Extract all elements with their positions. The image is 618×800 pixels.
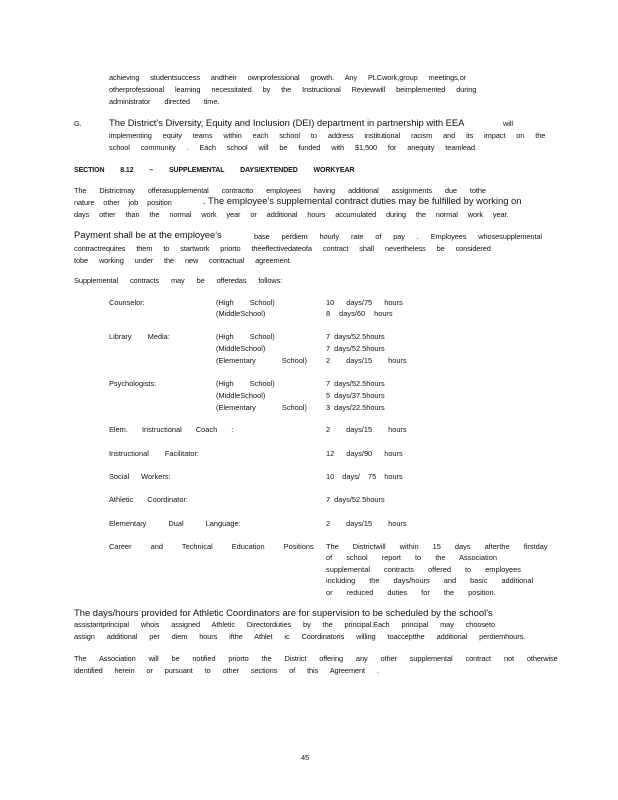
contract-amount: 7 days/52.5hours [326, 344, 385, 353]
contract-level: (High School) [216, 298, 275, 307]
contract-role: Social Workers: [109, 472, 171, 481]
contract-role: Instructional Facilitator: [109, 449, 199, 458]
contract-amount: 7 days/52.5hours [326, 332, 385, 341]
contract-level: (Elementary School) [216, 356, 307, 365]
contract-amount: The Districtwill within 15 days afterthe firstday [326, 542, 548, 551]
contract-amount: 5 days/37.5hours [326, 391, 385, 400]
paragraph-line: otherprofessional learning necessitated by the Instructional Reviewwill beimplemented during [109, 85, 477, 94]
contract-amount: 7 days/52.5hours [326, 495, 385, 504]
paragraph-line: achieving studentsuccess andtheir ownprofessional growth. Any PLCwork,group meetings,or [109, 73, 467, 82]
contract-level: (MiddleSchool) [216, 344, 266, 353]
contract-amount: 8 days/60 hours [326, 309, 393, 318]
contract-amount: 12 days/90 hours [326, 449, 403, 458]
contract-role: Library Media: [109, 332, 170, 341]
contract-amount: of school report to the Association [326, 553, 497, 562]
contract-amount: 2 days/15 hours [326, 519, 407, 528]
paragraph-line: assign additional per diem hours ifthe Athlet ic Coordinatoris willing toacceptthe additional perdiemhours. [74, 632, 526, 641]
paragraph-line: will [503, 119, 513, 128]
contract-amount: 3 days/22.5hours [326, 403, 385, 412]
contract-role: Psychologists: [109, 379, 157, 388]
contract-level: (MiddleSchool) [216, 309, 266, 318]
paragraph-line: Supplemental contracts may be offeredas follows: [74, 276, 283, 285]
paragraph-line: The days/hours provided for Athletic Coordinators are for supervision to be scheduled by the school's [74, 607, 493, 618]
contract-amount: including the days/hours and basic additional [326, 576, 534, 585]
paragraph-line: implementing equity teams within each school to address institutional racism and its impact on the [109, 131, 546, 140]
contract-amount: 7 days/52.5hours [326, 379, 385, 388]
paragraph-line: The Districtmay offerasupplemental contractto employees having additional assignments due tothe [74, 186, 486, 195]
contract-amount: or reduced duties for the position. [326, 588, 496, 597]
contract-amount: 10 days/75 hours [326, 298, 403, 307]
contract-level: (High School) [216, 379, 275, 388]
paragraph-line: days other than the normal work year or additional hours accumulated during the normal work year. [74, 210, 509, 219]
paragraph-line: Payment shall be at the employee's [74, 229, 222, 240]
contract-role: Elem. Instructional Coach : [109, 425, 234, 434]
contract-role: Counselor: [109, 298, 145, 307]
contract-level: (MiddleSchool) [216, 391, 266, 400]
paragraph-line: The Association will be notified priorto the District offering any other supplemental contract not otherwise [74, 654, 558, 663]
paragraph-line: . The employee's supplemental contract duties may be fulfilled by working on [203, 195, 522, 206]
contract-amount: 2 days/15 hours [326, 425, 407, 434]
paragraph-line: tobe working under the new contractual agreement. [74, 256, 292, 265]
paragraph-line: base perdiem hourly rate of pay . Employees whosesupplemental [254, 232, 542, 241]
paragraph-line: contractrequires them to startwork priorto theeffectivedateofa contract shall nevertheless be considered [74, 244, 491, 253]
paragraph-line: assistantprincipal whois assigned Athletic Directorduties by the principal.Each principal may chooseto [74, 620, 495, 629]
paragraph-line: identified herein or pursuant to other sections of this Agreement . [74, 666, 379, 675]
paragraph-line: nature other job position [74, 198, 172, 207]
contract-level: (Elementary School) [216, 403, 307, 412]
paragraph-line: The District's Diversity, Equity and Inclusion (DEI) department in partnership with EEA [109, 117, 465, 128]
paragraph-line: school community . Each school will be funded with $1,500 for anequity teamlead. [109, 143, 477, 152]
item-label: G. [74, 119, 82, 128]
contract-role: Career and Technical Education Positions : [109, 542, 335, 551]
contract-amount: supplemental contracts offered to employees [326, 565, 521, 574]
page-number: 45 [301, 753, 310, 762]
section-heading: SECTION 8.12 – SUPPLEMENTAL DAYS/EXTENDED WORKYEAR [74, 167, 355, 174]
paragraph-line: administrator directed time. [109, 97, 220, 106]
contract-role: Athletic Coordinator: [109, 495, 188, 504]
contract-level: (High School) [216, 332, 275, 341]
contract-amount: 10 days/ 75 hours [326, 472, 403, 481]
contract-role: Elementary Dual Language: [109, 519, 241, 528]
contract-amount: 2 days/15 hours [326, 356, 407, 365]
